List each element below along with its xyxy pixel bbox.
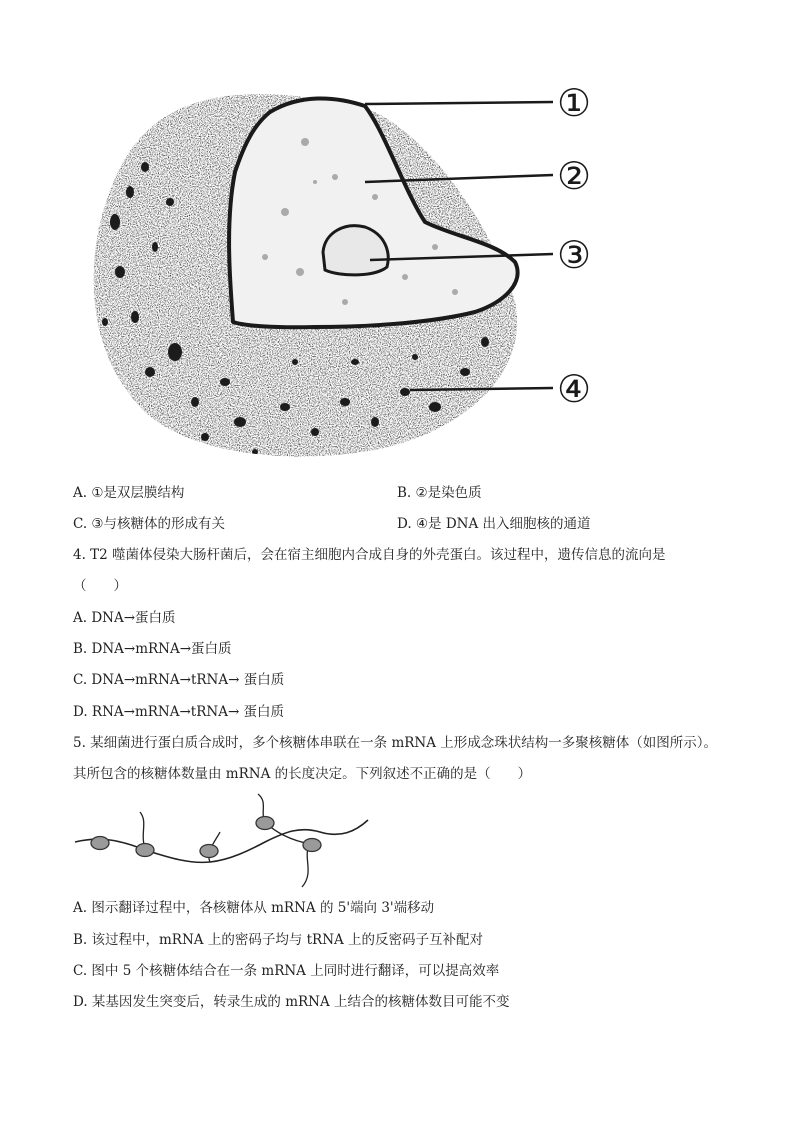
q3-option-d: D. ④是 DNA 出入细胞核的通道 [397,516,591,532]
q4-option-d: D. RNA→mRNA→tRNA→ 蛋白质 [73,704,285,720]
ribosome [256,817,274,830]
q5-option-d: D. 某基因发生突变后，转录生成的 mRNA 上结合的核糖体数目可能不变 [73,994,510,1010]
q3-option-b: B. ②是染色质 [397,485,482,501]
ribosome [91,837,109,850]
q5-option-c: C. 图中 5 个核糖体结合在一条 mRNA 上同时进行翻译，可以提高效率 [73,963,500,979]
polyribosome-diagram [70,792,380,892]
label-2: ② [557,154,592,198]
ribosome [136,844,154,857]
nucleus-diagram [75,72,635,467]
q5-stem-line1: 5. 某细菌进行蛋白质合成时，多个核糖体串联在一条 mRNA 上形成念珠状结构一多聚核糖体（如图所示）。 [73,735,718,751]
label-1: ① [557,81,592,125]
q5-option-b: B. 该过程中，mRNA 上的密码子均与 tRNA 上的反密码子互补配对 [73,932,484,948]
q4-blank: （ ） [73,578,127,594]
nucleolus [323,226,388,275]
mrna-strand [75,820,368,862]
polypeptide-chains [140,794,310,887]
q4-stem: 4. T2 噬菌体侵染大肠杆菌后，会在宿主细胞内合成自身的外壳蛋白。该过程中，遗传信息的流向是 [73,547,666,563]
q3-option-c: C. ③与核糖体的形成有关 [73,516,226,532]
q3-option-a: A. ①是双层膜结构 [73,485,185,501]
ribosome [200,845,218,858]
label-3: ③ [557,233,592,277]
q5-stem-line2: 其所包含的核糖体数量由 mRNA 的长度决定。下列叙述不正确的是（ ） [73,766,532,782]
q4-option-c: C. DNA→mRNA→tRNA→ 蛋白质 [73,672,285,688]
q4-option-a: A. DNA→蛋白质 [73,610,176,626]
q5-option-a: A. 图示翻译过程中，各核糖体从 mRNA 的 5'端向 3'端移动 [73,900,435,916]
q4-option-b: B. DNA→mRNA→蛋白质 [73,641,232,657]
nucleus-region [229,98,518,327]
label-4: ④ [557,367,592,411]
ribosome [303,839,321,852]
